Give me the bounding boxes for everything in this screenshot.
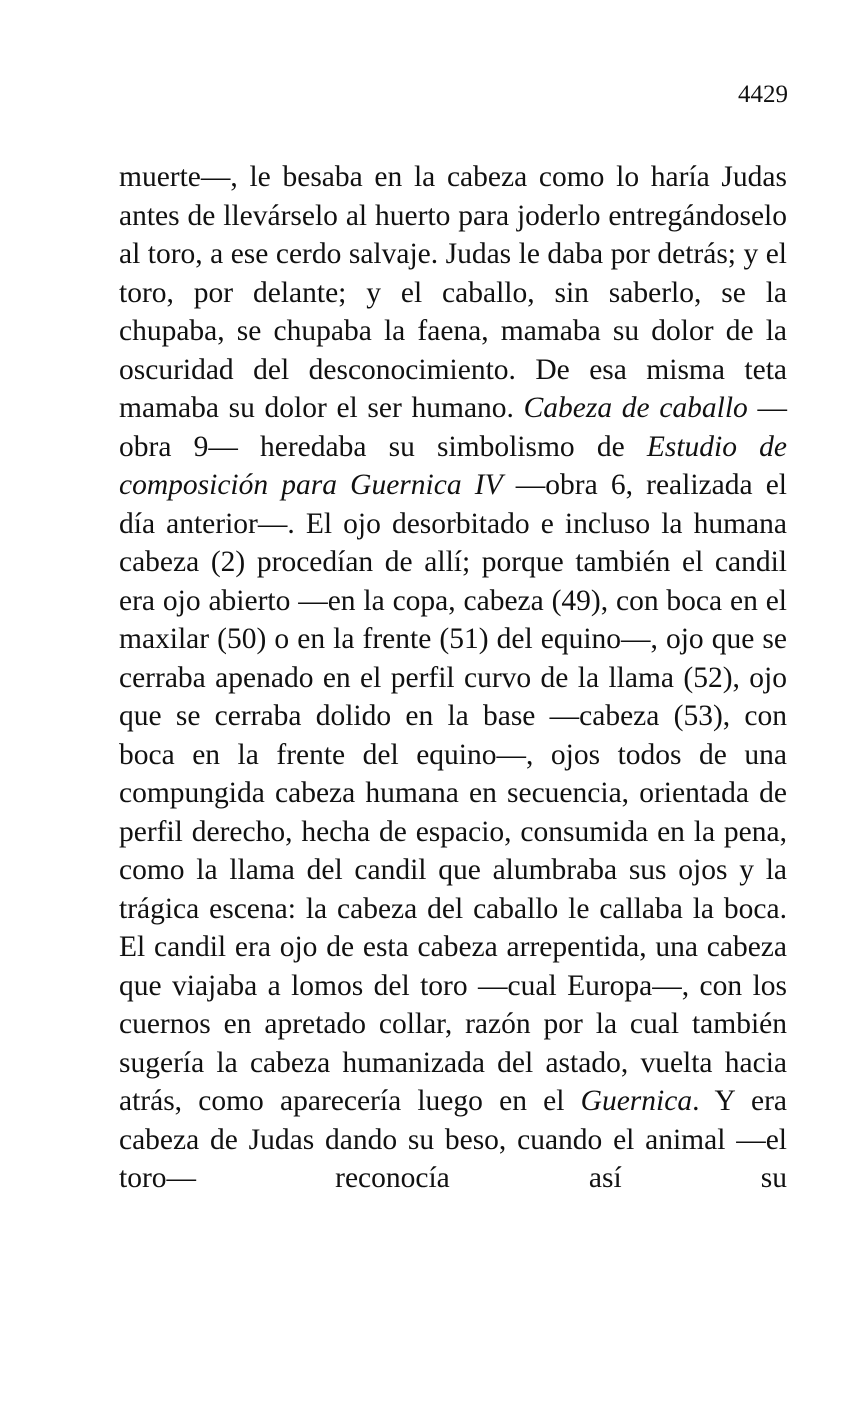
text-run: —obra 6, realizada el día anterior—. El ojo desorbitado e incluso la humana cabeza (2) procedían de allí; porque también el candil era ojo abierto —en la copa, cabeza (49), con boca en el maxilar (50) o en la frente (51) del equino—, ojo que se cerraba apenado en el perfil curvo de la llama (52), ojo que se cerraba dolido en la base —cabeza (53), con boca en la frente del equino—, ojos todos de una compungida cabeza humana en secuencia, orientada de perfil derecho, hecha de espacio, consumida en la pena, como la llama del candil que alumbraba sus ojos y la trágica escena: la cabeza del caballo le callaba la boca. El candil era ojo de esta cabeza arrepentida, una cabeza que viajaba a lomos del toro —cual Europa—, con los cuernos en apretado collar, razón por la cual también sugería la cabeza humanizada del astado, vuelta hacia atrás, como aparecería luego en el [119,469,788,1117]
body-paragraph [119,158,787,1198]
text-run: . Y era cabeza de Judas dando su beso, cuando el animal —el toro— reconocía así su [119,1085,787,1194]
italic-title-run: Guernica [580,1085,693,1117]
page-number: 4429 [738,81,788,108]
italic-title-run: Estudio de composición para Guernica IV [119,430,787,501]
text-run: muerte—, le besaba en la cabeza como lo haría Judas antes de llevárselo al huerto para joderlo entregándoselo al toro, a ese cerdo salvaje. Judas le daba por detrás; y el toro, por delante; y el caballo, sin saberlo, se la chupaba, se chupaba la faena, mamaba su dolor de la oscuridad del desconocimiento. De esa misma teta mamaba su dolor el ser humano. [119,161,787,424]
italic-title-run: Cabeza de caballo [523,392,748,424]
text-run: —obra 9— heredaba su simbolismo de [119,392,787,463]
